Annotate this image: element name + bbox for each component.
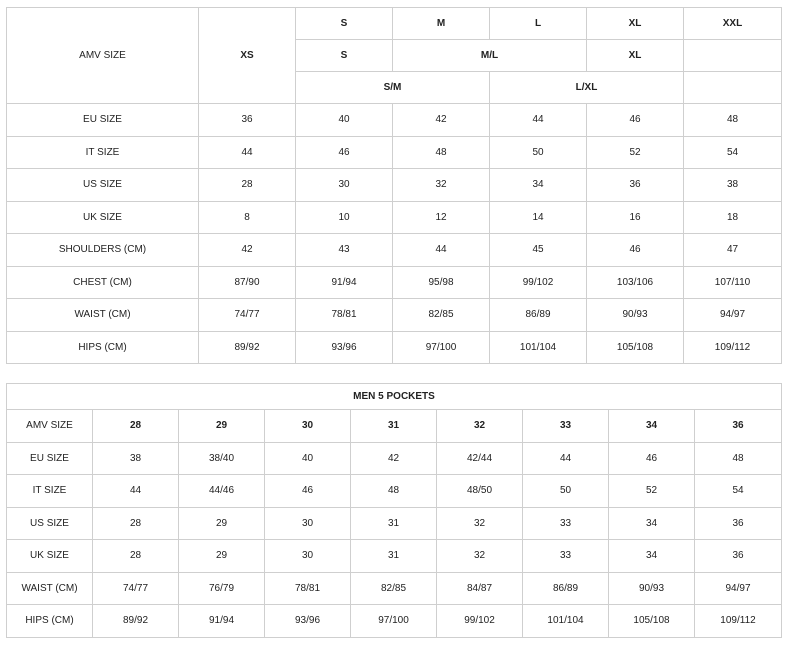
table-cell: 89/92 (199, 331, 296, 364)
table-cell: 29 (179, 540, 265, 573)
empty-cell (684, 72, 782, 104)
table-cell: 40 (296, 104, 393, 137)
table-cell: 99/102 (490, 266, 587, 299)
table-cell: 52 (587, 136, 684, 169)
row-label: EU SIZE (7, 104, 199, 137)
table-cell: 31 (351, 507, 437, 540)
row-label: IT SIZE (7, 475, 93, 508)
row-label: WAIST (CM) (7, 299, 199, 332)
table-cell: 91/94 (296, 266, 393, 299)
table-row (7, 540, 782, 573)
row-label: HIPS (CM) (7, 331, 199, 364)
table-cell: 97/100 (393, 331, 490, 364)
table-cell: 36 (587, 169, 684, 202)
row-label: US SIZE (7, 507, 93, 540)
table-cell: 42 (199, 234, 296, 267)
table-cell: 101/104 (490, 331, 587, 364)
table-cell: 107/110 (684, 266, 782, 299)
table-cell: 33 (523, 540, 609, 573)
table-cell: 46 (296, 136, 393, 169)
table-cell: 109/112 (684, 331, 782, 364)
table-cell: 93/96 (296, 331, 393, 364)
table-cell: 54 (684, 136, 782, 169)
table-cell: 34 (609, 507, 695, 540)
table-cell: 82/85 (351, 572, 437, 605)
table-row (7, 169, 782, 202)
table-cell: 84/87 (437, 572, 523, 605)
table-cell: 87/90 (199, 266, 296, 299)
table-cell: 46 (265, 475, 351, 508)
size-l: L (490, 8, 587, 40)
table-cell: 109/112 (695, 605, 782, 638)
table-row (7, 104, 782, 137)
table-cell: 99/102 (437, 605, 523, 638)
row-label: UK SIZE (7, 201, 199, 234)
table-cell: 52 (609, 475, 695, 508)
row-label: EU SIZE (7, 442, 93, 475)
table-row (7, 442, 782, 475)
table-cell: 48 (351, 475, 437, 508)
size-xs: XS (199, 8, 296, 104)
table-cell: 48 (393, 136, 490, 169)
table-cell: 45 (490, 234, 587, 267)
corner-label: AMV SIZE (7, 8, 199, 104)
size-s-alt: S (296, 40, 393, 72)
table-cell: 46 (609, 442, 695, 475)
table-cell: 30 (296, 169, 393, 202)
table-cell: 44 (93, 475, 179, 508)
size-l-xl: L/XL (490, 72, 684, 104)
size-header: 31 (351, 410, 437, 443)
table-cell: 44 (199, 136, 296, 169)
size-xl-alt: XL (587, 40, 684, 72)
size-header: 36 (695, 410, 782, 443)
table-row (7, 234, 782, 267)
header-label: AMV SIZE (7, 410, 93, 443)
table-cell: 30 (265, 507, 351, 540)
table-row (7, 475, 782, 508)
table-cell: 47 (684, 234, 782, 267)
table-cell: 40 (265, 442, 351, 475)
table-cell: 48 (695, 442, 782, 475)
table-cell: 90/93 (609, 572, 695, 605)
table-cell: 74/77 (93, 572, 179, 605)
table-cell: 97/100 (351, 605, 437, 638)
table-cell: 95/98 (393, 266, 490, 299)
table-cell: 38/40 (179, 442, 265, 475)
size-xxl: XXL (684, 8, 782, 40)
table-row (7, 201, 782, 234)
table-cell: 46 (587, 104, 684, 137)
row-label: CHEST (CM) (7, 266, 199, 299)
size-table-men-5-pockets (6, 383, 782, 638)
table-cell: 103/106 (587, 266, 684, 299)
table-cell: 44 (523, 442, 609, 475)
table-cell: 30 (265, 540, 351, 573)
table-cell: 50 (490, 136, 587, 169)
table-cell: 28 (199, 169, 296, 202)
empty-cell (684, 40, 782, 72)
table-cell: 78/81 (296, 299, 393, 332)
table-row (7, 331, 782, 364)
size-header: 30 (265, 410, 351, 443)
table-title: MEN 5 POCKETS (7, 384, 782, 410)
table-cell: 32 (437, 507, 523, 540)
size-header: 32 (437, 410, 523, 443)
table-cell: 29 (179, 507, 265, 540)
table-title-row (7, 384, 782, 410)
table-cell: 32 (437, 540, 523, 573)
table-cell: 28 (93, 507, 179, 540)
table-cell: 90/93 (587, 299, 684, 332)
table-cell: 32 (393, 169, 490, 202)
table-cell: 86/89 (523, 572, 609, 605)
table-cell: 74/77 (199, 299, 296, 332)
table-cell: 89/92 (93, 605, 179, 638)
size-m-l: M/L (393, 40, 587, 72)
table-cell: 42 (351, 442, 437, 475)
table-cell: 94/97 (684, 299, 782, 332)
table-cell: 76/79 (179, 572, 265, 605)
table-cell: 8 (199, 201, 296, 234)
size-s: S (296, 8, 393, 40)
size-xl: XL (587, 8, 684, 40)
table-cell: 36 (695, 507, 782, 540)
table-cell: 36 (199, 104, 296, 137)
table-cell: 34 (490, 169, 587, 202)
table-row (7, 605, 782, 638)
table-cell: 36 (695, 540, 782, 573)
size-s-m: S/M (296, 72, 490, 104)
table-cell: 91/94 (179, 605, 265, 638)
table-cell: 42 (393, 104, 490, 137)
row-label: WAIST (CM) (7, 572, 93, 605)
size-header: 33 (523, 410, 609, 443)
table-cell: 28 (93, 540, 179, 573)
table-cell: 38 (684, 169, 782, 202)
table-cell: 46 (587, 234, 684, 267)
header-row (7, 410, 782, 443)
table-row (7, 266, 782, 299)
table-cell: 82/85 (393, 299, 490, 332)
table-cell: 12 (393, 201, 490, 234)
table-cell: 44 (393, 234, 490, 267)
table-row (7, 572, 782, 605)
size-header: 34 (609, 410, 695, 443)
table-cell: 33 (523, 507, 609, 540)
table-cell: 50 (523, 475, 609, 508)
table-cell: 94/97 (695, 572, 782, 605)
row-label: HIPS (CM) (7, 605, 93, 638)
size-header: 28 (93, 410, 179, 443)
row-label: UK SIZE (7, 540, 93, 573)
table-cell: 105/108 (609, 605, 695, 638)
table-row (7, 136, 782, 169)
table-cell: 93/96 (265, 605, 351, 638)
size-header: 29 (179, 410, 265, 443)
table-cell: 54 (695, 475, 782, 508)
table-cell: 16 (587, 201, 684, 234)
row-label: SHOULDERS (CM) (7, 234, 199, 267)
table-cell: 43 (296, 234, 393, 267)
table-cell: 48/50 (437, 475, 523, 508)
table-cell: 18 (684, 201, 782, 234)
table-cell: 42/44 (437, 442, 523, 475)
table-cell: 44/46 (179, 475, 265, 508)
table-row (7, 299, 782, 332)
table-row (7, 507, 782, 540)
table-cell: 44 (490, 104, 587, 137)
table-cell: 105/108 (587, 331, 684, 364)
table-cell: 38 (93, 442, 179, 475)
row-label: US SIZE (7, 169, 199, 202)
table-cell: 78/81 (265, 572, 351, 605)
table-cell: 101/104 (523, 605, 609, 638)
size-table-general (6, 7, 782, 364)
table-cell: 31 (351, 540, 437, 573)
header-row-1 (7, 8, 782, 40)
table-cell: 34 (609, 540, 695, 573)
table-cell: 10 (296, 201, 393, 234)
table-cell: 86/89 (490, 299, 587, 332)
table-cell: 14 (490, 201, 587, 234)
size-m: M (393, 8, 490, 40)
table-cell: 48 (684, 104, 782, 137)
row-label: IT SIZE (7, 136, 199, 169)
